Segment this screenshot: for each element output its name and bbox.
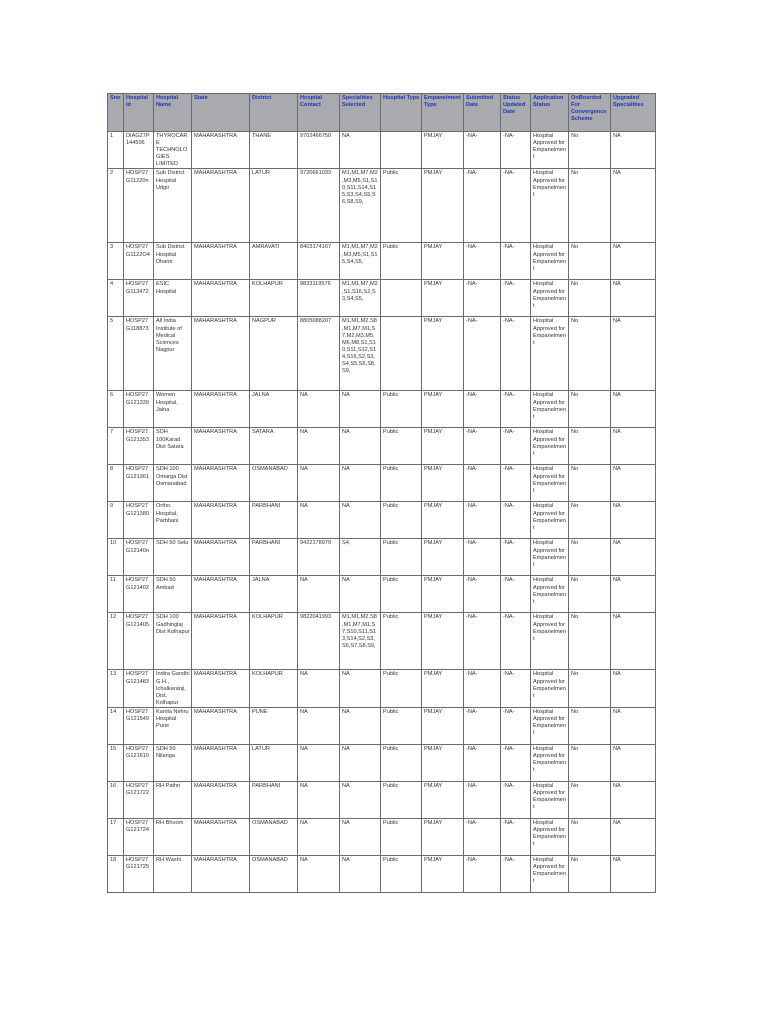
cell-submitted-date: -NA- bbox=[464, 169, 501, 243]
cell-hospital-id: HOSP27 G113472 bbox=[124, 280, 154, 317]
cell-specialities-selected: NA bbox=[340, 707, 381, 744]
cell-sno: 6 bbox=[108, 391, 124, 428]
cell-hospital-id: HOSP27 G121361 bbox=[124, 465, 154, 502]
cell-hospital-name: Kamla Nehru Hospital Pune bbox=[154, 707, 192, 744]
cell-empanelment-type: PMJAY bbox=[422, 670, 464, 707]
cell-specialities-selected: NA bbox=[340, 744, 381, 781]
cell-status-updated-date: -NA- bbox=[501, 855, 531, 892]
cell-sno: 4 bbox=[108, 280, 124, 317]
cell-onboarded-convergence: No bbox=[569, 707, 611, 744]
cell-hospital-contact: NA bbox=[298, 707, 340, 744]
cell-application-status: Hospital Approved for Empanelment bbox=[531, 744, 569, 781]
cell-district: OSMANABAD bbox=[250, 818, 298, 855]
table-row bbox=[108, 613, 656, 670]
cell-application-status: Hospital Approved for Empanelment bbox=[531, 781, 569, 818]
table-row bbox=[108, 391, 656, 428]
cell-upgraded-specialities: NA bbox=[611, 855, 656, 892]
cell-empanelment-type: PMJAY bbox=[422, 317, 464, 391]
cell-onboarded-convergence: No bbox=[569, 818, 611, 855]
cell-empanelment-type: PMJAY bbox=[422, 428, 464, 465]
cell-state: MAHARASHTRA bbox=[192, 132, 250, 169]
header-specialities-selected: Specialities Selected bbox=[340, 94, 381, 132]
cell-hospital-name: SDH 100 Gadhinglaj Dist Kolhapur bbox=[154, 613, 192, 670]
cell-submitted-date: -NA- bbox=[464, 818, 501, 855]
cell-upgraded-specialities: NA bbox=[611, 317, 656, 391]
cell-status-updated-date: -NA- bbox=[501, 391, 531, 428]
cell-sno: 5 bbox=[108, 317, 124, 391]
cell-hospital-contact: NA bbox=[298, 818, 340, 855]
cell-empanelment-type: PMJAY bbox=[422, 539, 464, 576]
cell-status-updated-date: -NA- bbox=[501, 744, 531, 781]
header-state: State bbox=[192, 94, 250, 132]
cell-state: MAHARASHTRA bbox=[192, 317, 250, 391]
cell-status-updated-date: -NA- bbox=[501, 781, 531, 818]
table-row bbox=[108, 781, 656, 818]
table-row bbox=[108, 818, 656, 855]
cell-onboarded-convergence: No bbox=[569, 391, 611, 428]
cell-application-status: Hospital Approved for Empanelment bbox=[531, 169, 569, 243]
header-application-status: Application Status bbox=[531, 94, 569, 132]
cell-hospital-type bbox=[381, 317, 422, 391]
header-hospital-contact: Hospital Contact bbox=[298, 94, 340, 132]
cell-application-status: Hospital Approved for Empanelment bbox=[531, 539, 569, 576]
header-sno: Sno bbox=[108, 94, 124, 132]
cell-hospital-type: Public bbox=[381, 744, 422, 781]
header-hospital-type: Hospital Type bbox=[381, 94, 422, 132]
cell-upgraded-specialities: NA bbox=[611, 744, 656, 781]
cell-hospital-contact: 8403174167 bbox=[298, 243, 340, 280]
cell-empanelment-type: PMJAY bbox=[422, 169, 464, 243]
cell-sno: 13 bbox=[108, 670, 124, 707]
cell-submitted-date: -NA- bbox=[464, 317, 501, 391]
cell-hospital-name: SDH 100Karad Dist Satara bbox=[154, 428, 192, 465]
cell-specialities-selected: NA bbox=[340, 855, 381, 892]
cell-upgraded-specialities: NA bbox=[611, 670, 656, 707]
cell-empanelment-type: PMJAY bbox=[422, 855, 464, 892]
cell-state: MAHARASHTRA bbox=[192, 502, 250, 539]
cell-application-status: Hospital Approved for Empanelment bbox=[531, 855, 569, 892]
cell-hospital-id: HOSP27 G11220n bbox=[124, 169, 154, 243]
cell-hospital-contact: NA bbox=[298, 391, 340, 428]
cell-hospital-name: SDH 100 Omarga Dist Osmanabad bbox=[154, 465, 192, 502]
cell-onboarded-convergence: No bbox=[569, 539, 611, 576]
cell-submitted-date: -NA- bbox=[464, 576, 501, 613]
cell-sno: 9 bbox=[108, 502, 124, 539]
cell-application-status: Hospital Approved for Empanelment bbox=[531, 576, 569, 613]
cell-specialities-selected: M1,M1,M7,M2 ,M3,M5,S1,S1 5,S4,S5, bbox=[340, 243, 381, 280]
cell-specialities-selected: M1,M1,M7,M2 ,S1,S16,S2,S 3,S4,S5, bbox=[340, 280, 381, 317]
cell-application-status: Hospital Approved for Empanelment bbox=[531, 818, 569, 855]
cell-hospital-id: HOSP27 G1122O4 bbox=[124, 243, 154, 280]
cell-status-updated-date: -NA- bbox=[501, 317, 531, 391]
cell-hospital-id: HOSP27 G121725 bbox=[124, 855, 154, 892]
cell-hospital-type: Public bbox=[381, 502, 422, 539]
cell-state: MAHARASHTRA bbox=[192, 169, 250, 243]
cell-hospital-id: HOSP27 G121353 bbox=[124, 428, 154, 465]
cell-onboarded-convergence: No bbox=[569, 243, 611, 280]
cell-application-status: Hospital Approved for Empanelment bbox=[531, 243, 569, 280]
cell-submitted-date: -NA- bbox=[464, 613, 501, 670]
cell-sno: 8 bbox=[108, 465, 124, 502]
cell-hospital-contact: NA bbox=[298, 781, 340, 818]
cell-hospital-id: HOSP27 G121380 bbox=[124, 502, 154, 539]
cell-status-updated-date: -NA- bbox=[501, 539, 531, 576]
cell-hospital-contact: NA bbox=[298, 744, 340, 781]
cell-application-status: Hospital Approved for Empanelment bbox=[531, 707, 569, 744]
cell-application-status: Hospital Approved for Empanelment bbox=[531, 670, 569, 707]
cell-empanelment-type: PMJAY bbox=[422, 781, 464, 818]
table-row bbox=[108, 243, 656, 280]
cell-state: MAHARASHTRA bbox=[192, 744, 250, 781]
cell-empanelment-type: PMJAY bbox=[422, 707, 464, 744]
cell-sno: 7 bbox=[108, 428, 124, 465]
cell-submitted-date: -NA- bbox=[464, 670, 501, 707]
cell-hospital-contact: 8805088207 bbox=[298, 317, 340, 391]
cell-upgraded-specialities: NA bbox=[611, 781, 656, 818]
cell-district: LATUR bbox=[250, 744, 298, 781]
table-row bbox=[108, 132, 656, 169]
cell-state: MAHARASHTRA bbox=[192, 539, 250, 576]
table-header-row bbox=[108, 94, 656, 132]
cell-district: NAGPUR bbox=[250, 317, 298, 391]
cell-hospital-contact: 9822041993 bbox=[298, 613, 340, 670]
cell-onboarded-convergence: No bbox=[569, 280, 611, 317]
cell-district: PUNE bbox=[250, 707, 298, 744]
table-row bbox=[108, 576, 656, 613]
cell-specialities-selected: NA bbox=[340, 670, 381, 707]
cell-status-updated-date: -NA- bbox=[501, 670, 531, 707]
cell-onboarded-convergence: No bbox=[569, 744, 611, 781]
cell-hospital-contact: NA bbox=[298, 465, 340, 502]
cell-hospital-type: Public bbox=[381, 576, 422, 613]
cell-empanelment-type: PMJAY bbox=[422, 818, 464, 855]
cell-hospital-id: HOSP27 G121722 bbox=[124, 781, 154, 818]
cell-specialities-selected: M1,M1,M7,M2 ,M3,M5,S1,S1 0,S11,S14,S1 5,S3,S4,S5,S 6,S8,S9, bbox=[340, 169, 381, 243]
cell-state: MAHARASHTRA bbox=[192, 428, 250, 465]
cell-upgraded-specialities: NA bbox=[611, 280, 656, 317]
cell-hospital-contact: 9422178979 bbox=[298, 539, 340, 576]
cell-onboarded-convergence: No bbox=[569, 428, 611, 465]
cell-specialities-selected: NA bbox=[340, 465, 381, 502]
cell-submitted-date: -NA- bbox=[464, 428, 501, 465]
cell-specialities-selected: NA bbox=[340, 428, 381, 465]
cell-hospital-contact: 9730661033 bbox=[298, 169, 340, 243]
cell-submitted-date: -NA- bbox=[464, 707, 501, 744]
cell-specialities-selected: NA bbox=[340, 132, 381, 169]
header-district: District bbox=[250, 94, 298, 132]
cell-upgraded-specialities: NA bbox=[611, 707, 656, 744]
cell-hospital-contact: NA bbox=[298, 428, 340, 465]
cell-specialities-selected: M1,M1,M2,S8 ,M1,M7,M1,S 7,S10,S11,S1 3,S14,S2,S3, S6,S7,S8,S9, bbox=[340, 613, 381, 670]
cell-sno: 3 bbox=[108, 243, 124, 280]
cell-application-status: Hospital Approved for Empanelment bbox=[531, 465, 569, 502]
cell-sno: 2 bbox=[108, 169, 124, 243]
hospital-list-table bbox=[107, 93, 656, 893]
cell-empanelment-type: PMJAY bbox=[422, 465, 464, 502]
cell-specialities-selected: S4, bbox=[340, 539, 381, 576]
cell-onboarded-convergence: No bbox=[569, 169, 611, 243]
cell-district: KOLHAPUR bbox=[250, 280, 298, 317]
cell-empanelment-type: PMJAY bbox=[422, 391, 464, 428]
cell-state: MAHARASHTRA bbox=[192, 280, 250, 317]
cell-hospital-type bbox=[381, 132, 422, 169]
cell-onboarded-convergence: No bbox=[569, 465, 611, 502]
cell-status-updated-date: -NA- bbox=[501, 465, 531, 502]
cell-hospital-id: HOSP27 G121402 bbox=[124, 576, 154, 613]
cell-hospital-name: RH Bhoom bbox=[154, 818, 192, 855]
cell-district: PARBHANI bbox=[250, 502, 298, 539]
cell-submitted-date: -NA- bbox=[464, 132, 501, 169]
cell-district: THANE bbox=[250, 132, 298, 169]
cell-upgraded-specialities: NA bbox=[611, 613, 656, 670]
cell-specialities-selected: NA bbox=[340, 576, 381, 613]
cell-hospital-type: Public bbox=[381, 613, 422, 670]
cell-submitted-date: -NA- bbox=[464, 539, 501, 576]
header-hospital-id: Hospital Id bbox=[124, 94, 154, 132]
table-row bbox=[108, 465, 656, 502]
cell-hospital-name: Indira Gandhi G.H., Ichalkaranji, Dist. Kolhapur bbox=[154, 670, 192, 707]
cell-status-updated-date: -NA- bbox=[501, 280, 531, 317]
cell-hospital-name: Sub District Hospital Udgir bbox=[154, 169, 192, 243]
header-hospital-name: Hospital Name bbox=[154, 94, 192, 132]
cell-empanelment-type: PMJAY bbox=[422, 243, 464, 280]
cell-upgraded-specialities: NA bbox=[611, 539, 656, 576]
cell-onboarded-convergence: No bbox=[569, 576, 611, 613]
cell-hospital-id: DIAG27P 144506 bbox=[124, 132, 154, 169]
cell-status-updated-date: -NA- bbox=[501, 243, 531, 280]
cell-hospital-name: SDH 50 Nilanga bbox=[154, 744, 192, 781]
cell-hospital-type: Public bbox=[381, 781, 422, 818]
cell-application-status: Hospital Approved for Empanelment bbox=[531, 132, 569, 169]
cell-hospital-name: SDH 50 Selu bbox=[154, 539, 192, 576]
cell-application-status: Hospital Approved for Empanelment bbox=[531, 613, 569, 670]
cell-empanelment-type: PMJAY bbox=[422, 132, 464, 169]
cell-onboarded-convergence: No bbox=[569, 855, 611, 892]
cell-upgraded-specialities: NA bbox=[611, 169, 656, 243]
cell-hospital-type bbox=[381, 280, 422, 317]
header-status-updated-date: Status Updated Date bbox=[501, 94, 531, 132]
cell-empanelment-type: PMJAY bbox=[422, 576, 464, 613]
cell-hospital-contact: NA bbox=[298, 576, 340, 613]
cell-submitted-date: -NA- bbox=[464, 391, 501, 428]
cell-state: MAHARASHTRA bbox=[192, 465, 250, 502]
cell-specialities-selected: NA bbox=[340, 502, 381, 539]
cell-hospital-id: HOSP27 G12140n bbox=[124, 539, 154, 576]
cell-hospital-name: RH Washi bbox=[154, 855, 192, 892]
cell-upgraded-specialities: NA bbox=[611, 132, 656, 169]
header-empanelment-type: Empanelment Type bbox=[422, 94, 464, 132]
cell-district: OSMANABAD bbox=[250, 855, 298, 892]
cell-hospital-type: Public bbox=[381, 670, 422, 707]
table-row bbox=[108, 539, 656, 576]
cell-submitted-date: -NA- bbox=[464, 280, 501, 317]
cell-empanelment-type: PMJAY bbox=[422, 744, 464, 781]
cell-hospital-name: ESIC Hospital bbox=[154, 280, 192, 317]
cell-state: MAHARASHTRA bbox=[192, 613, 250, 670]
cell-hospital-name: All India Institute of Medical Sciences Nagpur bbox=[154, 317, 192, 391]
cell-onboarded-convergence: No bbox=[569, 781, 611, 818]
cell-status-updated-date: -NA- bbox=[501, 502, 531, 539]
cell-specialities-selected: NA bbox=[340, 781, 381, 818]
cell-sno: 12 bbox=[108, 613, 124, 670]
cell-hospital-type: Public bbox=[381, 243, 422, 280]
cell-application-status: Hospital Approved for Empanelment bbox=[531, 317, 569, 391]
cell-sno: 14 bbox=[108, 707, 124, 744]
cell-specialities-selected: NA bbox=[340, 391, 381, 428]
table-row bbox=[108, 855, 656, 892]
cell-onboarded-convergence: No bbox=[569, 317, 611, 391]
cell-onboarded-convergence: No bbox=[569, 670, 611, 707]
cell-onboarded-convergence: No bbox=[569, 613, 611, 670]
cell-hospital-type: Public bbox=[381, 818, 422, 855]
table-row bbox=[108, 744, 656, 781]
cell-sno: 11 bbox=[108, 576, 124, 613]
cell-hospital-id: HOSP27 G121339 bbox=[124, 391, 154, 428]
cell-hospital-type: Public bbox=[381, 855, 422, 892]
cell-hospital-id: HOSP27 G121610 bbox=[124, 744, 154, 781]
cell-hospital-contact: 9702466750 bbox=[298, 132, 340, 169]
cell-upgraded-specialities: NA bbox=[611, 502, 656, 539]
cell-hospital-id: HOSP27 G121405 bbox=[124, 613, 154, 670]
table-row bbox=[108, 707, 656, 744]
cell-hospital-contact: 9833119576 bbox=[298, 280, 340, 317]
cell-hospital-name: Sub District Hospital Dharni bbox=[154, 243, 192, 280]
table-row bbox=[108, 502, 656, 539]
cell-hospital-contact: NA bbox=[298, 502, 340, 539]
table-row bbox=[108, 169, 656, 243]
cell-district: LATUR bbox=[250, 169, 298, 243]
cell-hospital-type: Public bbox=[381, 539, 422, 576]
cell-status-updated-date: -NA- bbox=[501, 576, 531, 613]
cell-onboarded-convergence: No bbox=[569, 502, 611, 539]
cell-specialities-selected: NA bbox=[340, 818, 381, 855]
cell-district: PARBHANI bbox=[250, 539, 298, 576]
cell-sno: 15 bbox=[108, 744, 124, 781]
cell-hospital-id: HOSP27 G118873 bbox=[124, 317, 154, 391]
cell-onboarded-convergence: No bbox=[569, 132, 611, 169]
cell-hospital-name: RH Pathri bbox=[154, 781, 192, 818]
cell-application-status: Hospital Approved for Empanelment bbox=[531, 428, 569, 465]
table-row bbox=[108, 670, 656, 707]
cell-submitted-date: -NA- bbox=[464, 855, 501, 892]
cell-state: MAHARASHTRA bbox=[192, 243, 250, 280]
cell-state: MAHARASHTRA bbox=[192, 781, 250, 818]
cell-upgraded-specialities: NA bbox=[611, 576, 656, 613]
cell-district: PARBHANI bbox=[250, 781, 298, 818]
cell-state: MAHARASHTRA bbox=[192, 391, 250, 428]
cell-hospital-contact: NA bbox=[298, 855, 340, 892]
cell-specialities-selected: M1,M1,M2,S8 ,M1,M7,M1,S 7,M2,M3,M5, M6,M8,S1,S1 0,S11,S12,S1 4,S16,S2,S3, S4,S5,S6,S8, S9, bbox=[340, 317, 381, 391]
header-upgraded-specialities: Upgraded Specialities bbox=[611, 94, 656, 132]
cell-upgraded-specialities: NA bbox=[611, 391, 656, 428]
cell-upgraded-specialities: NA bbox=[611, 428, 656, 465]
cell-state: MAHARASHTRA bbox=[192, 670, 250, 707]
cell-state: MAHARASHTRA bbox=[192, 707, 250, 744]
cell-district: KOLHAPUR bbox=[250, 670, 298, 707]
cell-district: OSMANABAD bbox=[250, 465, 298, 502]
cell-hospital-id: HOSP27 G121724 bbox=[124, 818, 154, 855]
cell-hospital-type: Public bbox=[381, 465, 422, 502]
cell-sno: 18 bbox=[108, 855, 124, 892]
cell-hospital-type: Public bbox=[381, 707, 422, 744]
cell-submitted-date: -NA- bbox=[464, 781, 501, 818]
cell-application-status: Hospital Approved for Empanelment bbox=[531, 280, 569, 317]
cell-hospital-name: SDH 50 Ambad bbox=[154, 576, 192, 613]
cell-state: MAHARASHTRA bbox=[192, 576, 250, 613]
cell-submitted-date: -NA- bbox=[464, 243, 501, 280]
cell-district: JALNA bbox=[250, 576, 298, 613]
cell-state: MAHARASHTRA bbox=[192, 855, 250, 892]
cell-status-updated-date: -NA- bbox=[501, 707, 531, 744]
cell-status-updated-date: -NA- bbox=[501, 818, 531, 855]
cell-status-updated-date: -NA- bbox=[501, 169, 531, 243]
cell-district: SATARA bbox=[250, 428, 298, 465]
cell-upgraded-specialities: NA bbox=[611, 465, 656, 502]
cell-application-status: Hospital Approved for Empanelment bbox=[531, 502, 569, 539]
cell-empanelment-type: PMJAY bbox=[422, 280, 464, 317]
cell-hospital-id: HOSP27 G121549 bbox=[124, 707, 154, 744]
cell-status-updated-date: -NA- bbox=[501, 132, 531, 169]
cell-submitted-date: -NA- bbox=[464, 502, 501, 539]
header-onboarded-convergence: OnBoarded For Convergence Scheme bbox=[569, 94, 611, 132]
cell-hospital-name: Ortho. Hospital, Parbhani bbox=[154, 502, 192, 539]
table-row bbox=[108, 280, 656, 317]
cell-hospital-id: HOSP27 G121483 bbox=[124, 670, 154, 707]
cell-submitted-date: -NA- bbox=[464, 465, 501, 502]
cell-district: AMRAVATI bbox=[250, 243, 298, 280]
cell-status-updated-date: -NA- bbox=[501, 428, 531, 465]
cell-district: KOLHAPUR bbox=[250, 613, 298, 670]
cell-hospital-name: Women Hospital, Jalna bbox=[154, 391, 192, 428]
cell-sno: 16 bbox=[108, 781, 124, 818]
table-row bbox=[108, 428, 656, 465]
cell-district: JALNA bbox=[250, 391, 298, 428]
cell-empanelment-type: PMJAY bbox=[422, 613, 464, 670]
cell-status-updated-date: -NA- bbox=[501, 613, 531, 670]
cell-upgraded-specialities: NA bbox=[611, 243, 656, 280]
cell-empanelment-type: PMJAY bbox=[422, 502, 464, 539]
cell-hospital-contact: NA bbox=[298, 670, 340, 707]
cell-hospital-name: THYROCARE TECHNOLO GIES LIMITED bbox=[154, 132, 192, 169]
table-body bbox=[108, 132, 656, 893]
cell-hospital-type: Public bbox=[381, 169, 422, 243]
table-row bbox=[108, 317, 656, 391]
cell-hospital-type: Public bbox=[381, 391, 422, 428]
cell-sno: 1 bbox=[108, 132, 124, 169]
cell-state: MAHARASHTRA bbox=[192, 818, 250, 855]
cell-submitted-date: -NA- bbox=[464, 744, 501, 781]
header-submitted-date: Submitted Date bbox=[464, 94, 501, 132]
cell-application-status: Hospital Approved for Empanelment bbox=[531, 391, 569, 428]
cell-sno: 10 bbox=[108, 539, 124, 576]
cell-upgraded-specialities: NA bbox=[611, 818, 656, 855]
cell-sno: 17 bbox=[108, 818, 124, 855]
cell-hospital-type: Public bbox=[381, 428, 422, 465]
